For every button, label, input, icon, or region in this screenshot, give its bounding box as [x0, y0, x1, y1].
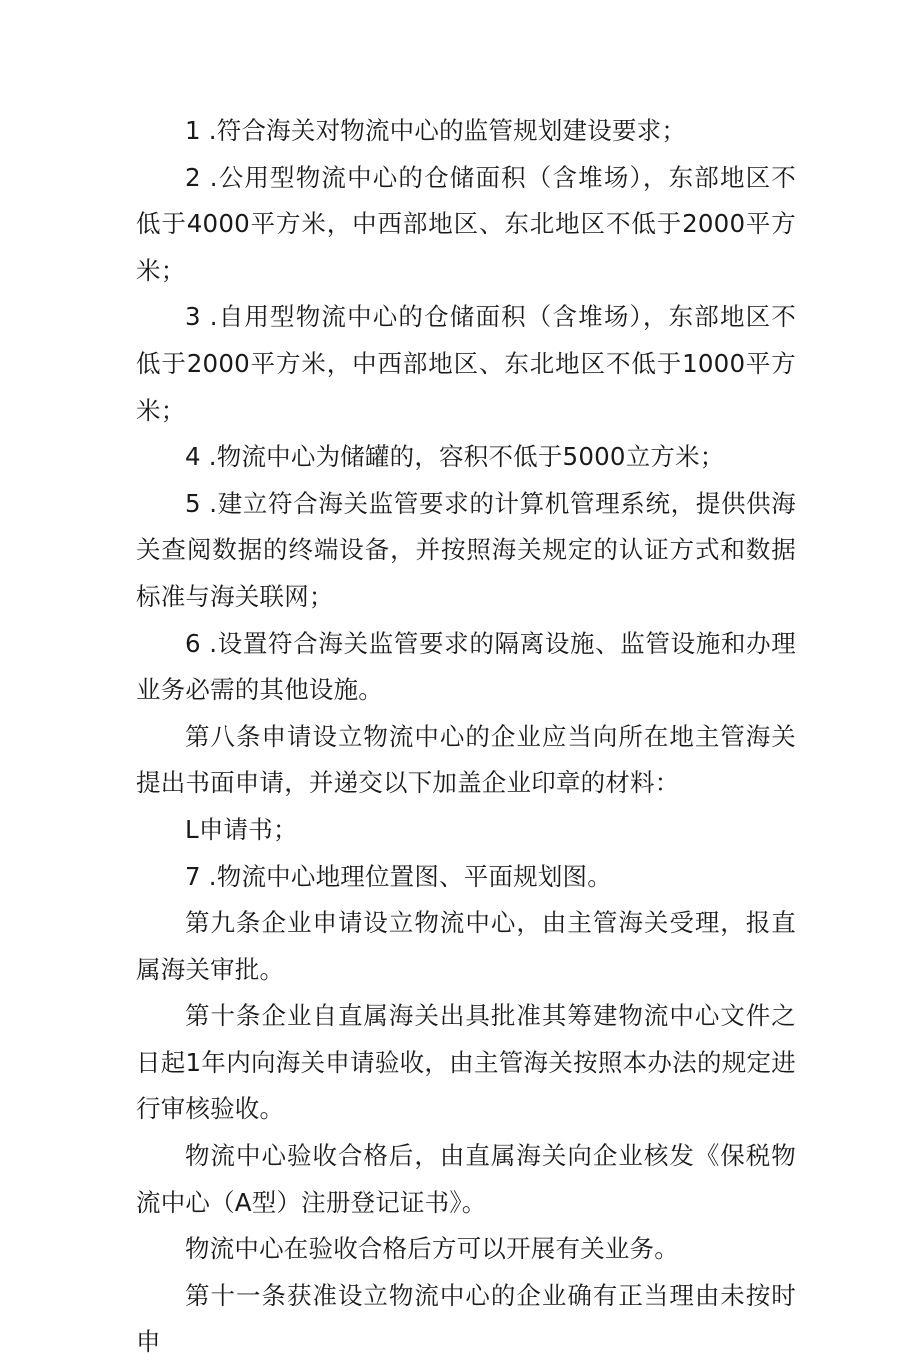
article-9: 第九条企业申请设立物流中心，由主管海关受理，报直属海关审批。 [136, 908, 796, 984]
clause-2: 2 .公用型物流中心的仓储面积（含堆场），东部地区不低于4000平方米，中西部地区、东北地区不低于2000平方米； [136, 162, 796, 285]
article-10-note-2: 物流中心在验收合格后方可以开展有关业务。 [185, 1234, 679, 1264]
clause-3: 3 .自用型物流中心的仓储面积（含堆场），东部地区不低于2000平方米，中西部地区、东北地区不低于1000平方米； [136, 302, 796, 425]
article-10-note-1: 物流中心验收合格后，由直属海关向企业核发《保税物流中心（A型）注册登记证书》。 [136, 1141, 796, 1217]
material-2: 7 .物流中心地理位置图、平面规划图。 [185, 861, 612, 891]
clause-1: 1 .符合海关对物流中心的监管规划建设要求； [185, 116, 687, 145]
clause-6: 6 .设置符合海关监管要求的隔离设施、监管设施和办理业务必需的其他设施。 [136, 628, 796, 705]
document-body [136, 108, 796, 1366]
article-11: 第十一条获准设立物流中心的企业确有正当理由未按时申 [136, 1280, 796, 1357]
material-1: L申请书； [185, 814, 298, 844]
article-10: 第十条企业自直属海关出具批准其筹建物流中心文件之日起1年内向海关申请验收，由主管海关按照本办法的规定进行审核验收。 [136, 1001, 796, 1124]
clause-4: 4 .物流中心为储罐的，容积不低于5000立方米； [185, 442, 725, 472]
clause-5: 5 .建立符合海关监管要求的计算机管理系统，提供供海关查阅数据的终端设备，并按照海关规定的认证方式和数据标准与海关联网； [136, 488, 796, 611]
article-8: 第八条申请设立物流中心的企业应当向所在地主管海关提出书面申请，并递交以下加盖企业印章的材料： [136, 721, 796, 798]
